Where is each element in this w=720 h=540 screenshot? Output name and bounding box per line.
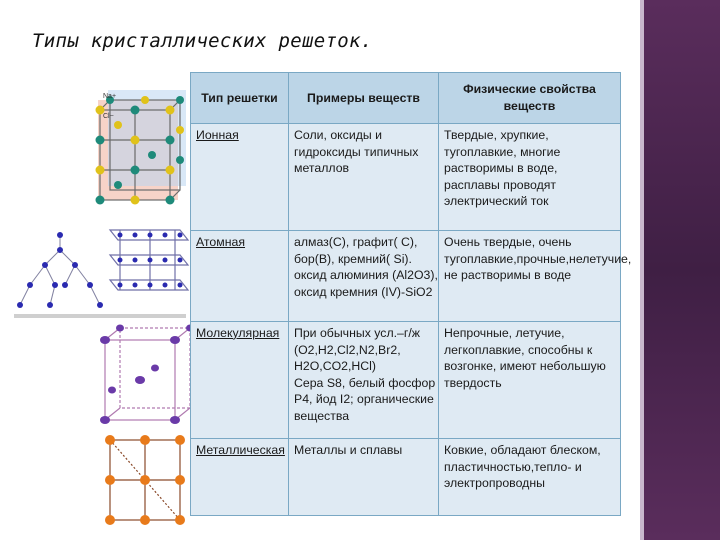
slide-title: Типы кристаллических решеток. <box>32 30 373 52</box>
examples-line: P4, йод I2; органические <box>294 392 434 407</box>
table-row <box>191 124 621 231</box>
table-row <box>191 231 621 322</box>
molecular-lattice-icon <box>100 325 190 425</box>
diamond-graphite-lattice-icon <box>14 230 188 318</box>
type-ionic: Ионная <box>191 124 289 231</box>
examples-line: алмаз(С), графит( С), <box>294 235 418 249</box>
properties-cell: Непрочные, летучие, легкоплавкие, способны к возгонке, имеют небольшую твердость <box>439 322 621 439</box>
examples-line: гидроксиды типичных <box>294 144 419 159</box>
examples-line: H2O,CO2,HCl) <box>294 359 376 374</box>
examples-line: оксид алюминия (Al2O3), <box>294 268 438 283</box>
type-molecular: Молекулярная <box>191 322 289 439</box>
header-type: Тип решетки <box>191 73 289 124</box>
properties-cell: Твердые, хрупкие, тугоплавкие, многие растворимы в воде, расплавы проводят электрический ток <box>439 124 621 231</box>
examples-line: Соли, оксиды и <box>294 128 382 142</box>
table-header-row <box>191 73 621 124</box>
examples-cell <box>289 124 439 231</box>
table-row <box>191 439 621 516</box>
properties-cell: Ковкие, обладают блеском, пластичностью,тепло- и электропроводны <box>439 439 621 516</box>
type-atomic: Атомная <box>191 231 289 322</box>
table-row <box>191 322 621 439</box>
header-examples: Примеры веществ <box>289 73 439 124</box>
header-properties: Физические свойства веществ <box>439 73 621 124</box>
examples-cell <box>289 322 439 439</box>
examples-cell <box>289 231 439 322</box>
examples-line: (O2,H2,Cl2,N2,Br2, <box>294 342 401 357</box>
examples-line: вещества <box>294 408 350 423</box>
cl-label: Cl− <box>103 113 114 120</box>
properties-cell: Очень твердые, очень тугоплавкие,прочные,нелетучие, не растворимы в воде <box>439 231 621 322</box>
crystal-illustrations <box>10 70 190 530</box>
metallic-lattice-icon <box>105 435 185 525</box>
examples-line: металлов <box>294 161 350 176</box>
lattice-types-table <box>190 72 632 516</box>
examples-line: Сера S8, белый фосфор <box>294 375 436 390</box>
decorative-side-band <box>640 0 720 540</box>
examples-line: бор(В), кремний( Si). <box>294 251 412 266</box>
examples-cell <box>289 439 439 516</box>
type-metallic: Металлическая <box>191 439 289 516</box>
examples-line: При обычных усл.–г/ж <box>294 326 421 340</box>
band-stripe <box>640 0 644 540</box>
na-label: Na+ <box>103 93 117 100</box>
examples-line: Металлы и сплавы <box>294 443 403 457</box>
nacl-lattice-icon <box>96 90 187 205</box>
examples-line: оксид кремния (IV)-SiO2 <box>294 284 433 299</box>
